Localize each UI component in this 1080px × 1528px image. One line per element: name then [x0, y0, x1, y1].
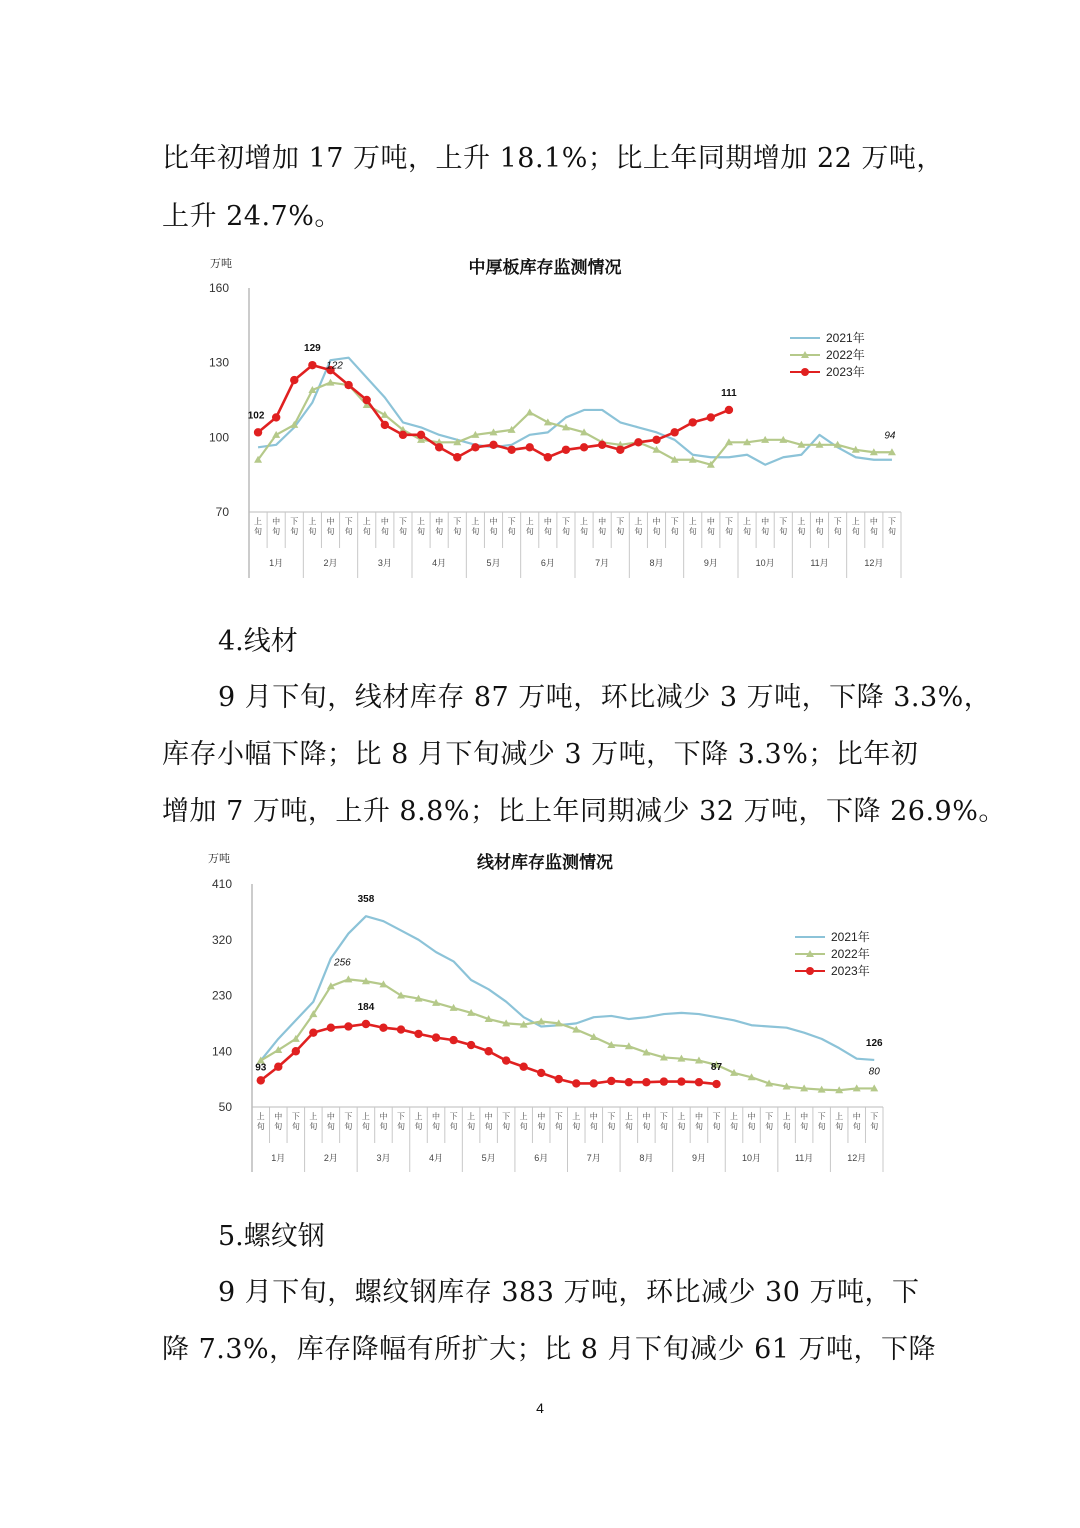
data-point-2023	[590, 1079, 598, 1087]
month-label: 8月	[649, 558, 664, 568]
data-point-2023	[502, 1056, 510, 1064]
month-label: 12月	[847, 1153, 867, 1163]
x-tick-label: 下旬	[291, 1112, 300, 1131]
x-tick-label: 下旬	[616, 517, 625, 536]
month-label: 2月	[323, 1153, 338, 1163]
y-unit-label: 万吨	[210, 258, 232, 270]
x-tick-label: 上旬	[835, 1112, 844, 1131]
paragraph-line: 上升 24.7%。	[162, 201, 342, 232]
month-label: 10月	[755, 558, 775, 568]
x-tick-label: 下旬	[870, 1112, 879, 1131]
x-tick-label: 中旬	[380, 517, 389, 536]
x-tick-label: 上旬	[525, 517, 534, 536]
y-tick-label: 320	[211, 932, 232, 947]
section-heading-wire: 4.线材	[218, 626, 298, 657]
x-tick-label: 上旬	[624, 1112, 633, 1131]
x-tick-label: 上旬	[519, 1112, 528, 1131]
month-label: 2月	[323, 558, 338, 568]
legend-label: 2023年	[831, 964, 870, 978]
data-point-2023	[379, 1024, 387, 1032]
x-tick-label: 上旬	[308, 517, 317, 536]
data-label: 94	[884, 430, 896, 442]
data-point-2023	[695, 1078, 703, 1086]
x-tick-label: 中旬	[869, 517, 878, 536]
x-tick-label: 上旬	[309, 1112, 318, 1131]
y-tick-label: 100	[208, 430, 229, 445]
data-point-2023	[484, 1047, 492, 1055]
x-tick-label: 中旬	[274, 1112, 283, 1131]
month-label: 12月	[864, 558, 884, 568]
x-tick-label: 中旬	[747, 1112, 756, 1131]
data-label: 184	[357, 1001, 375, 1013]
data-point-2023	[642, 1078, 650, 1086]
x-tick-label: 上旬	[256, 1112, 265, 1131]
data-point-2023	[257, 1076, 265, 1084]
x-tick-label: 下旬	[712, 1112, 721, 1131]
x-tick-label: 上旬	[730, 1112, 739, 1131]
month-label: 1月	[271, 1153, 286, 1163]
month-label: 11月	[794, 1153, 814, 1163]
y-tick-label: 140	[211, 1044, 232, 1059]
data-point-2023	[449, 1036, 457, 1044]
legend-label: 2021年	[826, 331, 865, 345]
data-point-2023	[327, 1024, 335, 1032]
data-point-2023	[677, 1077, 685, 1085]
legend-label: 2022年	[826, 348, 865, 362]
y-tick-label: 50	[218, 1100, 232, 1114]
x-tick-label: 下旬	[724, 517, 733, 536]
x-tick-label: 上旬	[467, 1112, 476, 1131]
data-point-2023	[660, 1077, 668, 1085]
x-tick-label: 下旬	[398, 517, 407, 536]
x-tick-label: 中旬	[652, 517, 661, 536]
x-tick-label: 下旬	[290, 517, 299, 536]
legend-marker	[806, 967, 814, 975]
month-label: 6月	[534, 1153, 549, 1163]
month-label: 5月	[481, 1153, 496, 1163]
legend-label: 2021年	[831, 930, 870, 944]
x-tick-label: 中旬	[435, 517, 444, 536]
x-tick-label: 上旬	[361, 1112, 370, 1131]
x-tick-label: 中旬	[432, 1112, 441, 1131]
x-tick-label: 下旬	[659, 1112, 668, 1131]
data-label: 111	[721, 387, 737, 399]
paragraph-line: 降 7.3%，库存降幅有所扩大；比 8 月下旬减少 61 万吨，下降	[162, 1334, 937, 1365]
x-tick-label: 中旬	[598, 517, 607, 536]
month-label: 8月	[639, 1153, 654, 1163]
data-point-2023	[607, 1077, 615, 1085]
x-tick-label: 中旬	[852, 1112, 861, 1131]
chart-title: 线材库存监测情况	[477, 853, 613, 872]
x-tick-label: 下旬	[507, 517, 516, 536]
x-tick-label: 中旬	[326, 1112, 335, 1131]
x-tick-label: 上旬	[743, 517, 752, 536]
x-tick-label: 中旬	[537, 1112, 546, 1131]
x-tick-label: 上旬	[471, 517, 480, 536]
paragraph-line: 增加 7 万吨，上升 8.8%；比上年同期减少 32 万吨，下降 26.9%。	[162, 796, 1006, 827]
data-point-2023	[572, 1079, 580, 1087]
data-label: 358	[357, 894, 375, 906]
data-label: 126	[865, 1037, 883, 1049]
data-label: 129	[304, 343, 321, 355]
series-line-2022年	[261, 979, 874, 1090]
chart-title: 中厚板库存监测情况	[468, 258, 622, 277]
data-point-2023	[537, 1069, 545, 1077]
x-tick-label: 中旬	[484, 1112, 493, 1131]
x-tick-label: 上旬	[580, 517, 589, 536]
month-label: 4月	[432, 558, 447, 568]
data-point-2023	[274, 1063, 282, 1071]
x-tick-label: 下旬	[817, 1112, 826, 1131]
paragraph-line: 比年初增加 17 万吨，上升 18.1%；比上年同期增加 22 万吨，	[162, 143, 944, 174]
x-tick-label: 中旬	[326, 517, 335, 536]
data-label: 87	[710, 1062, 723, 1074]
data-point-2023	[467, 1041, 475, 1049]
month-label: 10月	[742, 1153, 762, 1163]
month-label: 5月	[486, 558, 501, 568]
data-point-2023	[397, 1025, 405, 1033]
month-label: 9月	[703, 558, 718, 568]
x-tick-label: 中旬	[761, 517, 770, 536]
x-tick-label: 中旬	[642, 1112, 651, 1131]
month-label: 4月	[429, 1153, 444, 1163]
x-tick-label: 下旬	[554, 1112, 563, 1131]
y-tick-label: 130	[208, 355, 229, 370]
x-tick-label: 下旬	[502, 1112, 511, 1131]
legend-label: 2022年	[831, 947, 870, 961]
x-tick-label: 上旬	[254, 517, 263, 536]
x-tick-label: 上旬	[851, 517, 860, 536]
data-point-2023	[309, 1028, 317, 1036]
paragraph-line: 库存小幅下降；比 8 月下旬减少 3 万吨，下降 3.3%；比年初	[162, 739, 919, 770]
x-tick-label: 下旬	[670, 517, 679, 536]
x-tick-label: 中旬	[543, 517, 552, 536]
x-tick-label: 中旬	[379, 1112, 388, 1131]
x-tick-label: 下旬	[344, 517, 353, 536]
x-tick-label: 上旬	[572, 1112, 581, 1131]
data-label: 80	[868, 1066, 880, 1078]
x-tick-label: 下旬	[765, 1112, 774, 1131]
x-tick-label: 中旬	[800, 1112, 809, 1131]
x-tick-label: 下旬	[449, 1112, 458, 1131]
x-tick-label: 中旬	[694, 1112, 703, 1131]
month-label: 7月	[586, 1153, 601, 1163]
month-label: 3月	[377, 558, 392, 568]
data-point-2023	[362, 1020, 370, 1028]
paragraph-line: 9 月下旬，线材库存 87 万吨，环比减少 3 万吨，下降 3.3%，	[218, 682, 992, 713]
legend-label: 2023年	[826, 365, 865, 379]
x-tick-label: 下旬	[561, 517, 570, 536]
y-tick-label: 410	[211, 877, 232, 891]
data-point-2023	[555, 1075, 563, 1083]
series-line-2021年	[261, 916, 874, 1060]
x-tick-label: 中旬	[706, 517, 715, 536]
data-point-2023	[519, 1063, 527, 1071]
paragraph-line: 9 月下旬，螺纹钢库存 383 万吨，环比减少 30 万吨，下	[218, 1277, 920, 1308]
month-label: 3月	[376, 1153, 391, 1163]
y-tick-label: 230	[211, 988, 232, 1003]
x-tick-label: 上旬	[417, 517, 426, 536]
x-tick-label: 中旬	[272, 517, 281, 536]
data-point-2023	[712, 1080, 720, 1088]
x-tick-label: 下旬	[887, 517, 896, 536]
x-tick-label: 下旬	[396, 1112, 405, 1131]
month-label: 11月	[810, 558, 829, 568]
data-label: 93	[255, 1062, 267, 1074]
x-tick-label: 中旬	[489, 517, 498, 536]
x-tick-label: 下旬	[344, 1112, 353, 1131]
x-tick-label: 中旬	[815, 517, 824, 536]
x-tick-label: 上旬	[362, 517, 371, 536]
data-point-2023	[344, 1022, 352, 1030]
x-tick-label: 下旬	[453, 517, 462, 536]
y-tick-label: 70	[215, 505, 229, 519]
y-unit-label: 万吨	[208, 853, 230, 865]
x-tick-label: 下旬	[833, 517, 842, 536]
month-label: 6月	[540, 558, 555, 568]
data-label: 256	[334, 957, 351, 969]
data-point-2023	[414, 1030, 422, 1038]
x-tick-label: 上旬	[782, 1112, 791, 1131]
data-point-2023	[292, 1047, 300, 1055]
month-label: 1月	[269, 558, 284, 568]
y-tick-label: 160	[208, 281, 229, 295]
data-label: 102	[247, 410, 265, 422]
x-tick-label: 中旬	[589, 1112, 598, 1131]
x-tick-label: 上旬	[688, 517, 697, 536]
data-label: 122	[326, 360, 343, 372]
month-label: 9月	[691, 1153, 706, 1163]
month-label: 7月	[595, 558, 610, 568]
page-number: 4	[536, 1400, 544, 1416]
section-heading-rebar: 5.螺纹钢	[218, 1221, 325, 1252]
data-point-2023	[432, 1033, 440, 1041]
x-tick-label: 上旬	[414, 1112, 423, 1131]
x-tick-label: 下旬	[607, 1112, 616, 1131]
x-tick-label: 上旬	[677, 1112, 686, 1131]
data-point-2023	[625, 1078, 633, 1086]
x-tick-label: 下旬	[779, 517, 788, 536]
x-tick-label: 上旬	[634, 517, 643, 536]
x-tick-label: 上旬	[797, 517, 806, 536]
